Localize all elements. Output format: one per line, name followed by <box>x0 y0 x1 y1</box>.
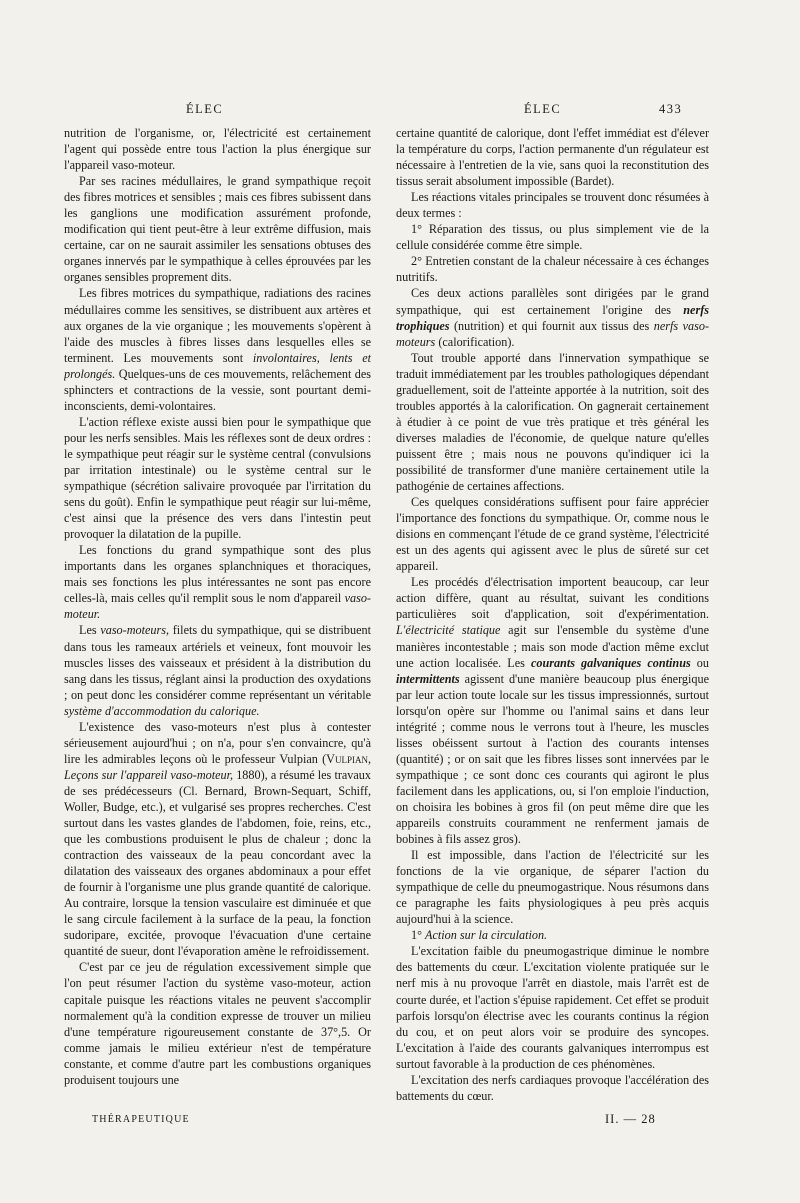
paragraph: C'est par ce jeu de régulation excessivement simple que l'on peut résumer l'action du système vaso-moteur, action capitale puisque les réactions vitales ne peuvent s'accomplir normalement qu'à la condition expresse de trouver un milieu d'une température rigoureusement constante de 37°,5. Or comme jamais le milieu extérieur n'est de température constante, et comme d'autre part les combustions organiques produisent toujours une <box>64 960 371 1087</box>
emphasis: nerfs trophiques <box>396 302 709 333</box>
paragraph: Ces quelques considérations suffisent pour faire apprécier l'importance des fonctions du sympathique. Or, comme nous le disions en commençant l'étude de ce grand système, l'électricité est un des agents qui agissent avec le plus de sûreté sur cet appareil. <box>396 495 709 574</box>
paragraph: L'existence des vaso-moteurs n'est plus à contester sérieusement aujourd'hui ; on n'a, pour s'en convaincre, qu'à lire les admirables leçons où le professeur Vulpian (Vulpian, Leçons sur l'appareil vaso-moteur, 1880), a résumé les travaux de ses prédécesseurs (Cl. Bernard, Brown-Sequart, Schiff, Woller, Budge, etc.), et vulgarisé ses propres recherches. C'est surtout dans les vastes glandes de l'abdomen, foie, reins, etc., que les combustions produisent le plus de chaleur ; donc la contraction des vaisseaux de la peau concordant avec la dilatation des vaisseaux des organes abdominaux a pour effet de fournir à l'organisme une plus grande quantité de calorique. Au contraire, lorsque la tension vasculaire est diminuée et que le sang circule facilement à la surface de la peau, la fonction sudoripare, excitée, provoque l'évacuation d'une certaine quantité de sueur, dont l'évaporation amène le refroidissement. <box>64 719 371 959</box>
running-head <box>0 100 800 120</box>
paragraph: Les fibres motrices du sympathique, radiations des racines médullaires comme les sensitives, se distribuent aux artères et aux organes de la vie organique ; les mouvements s'opèrent à l'aide des muscles à fibres lisses dans lesquelles elles se terminent. Les mouvements sont involontaires, lents et prolongés. Quelques-uns de ces mouvements, relâchement des sphincters et contractions de la vessie, sont pourtant demi-inconscients, demi-volontaires. <box>64 286 371 413</box>
left-column <box>64 125 371 1110</box>
emphasis: L'électricité statique <box>396 623 501 638</box>
paragraph: Les vaso-moteurs, filets du sympathique, qui se distribuent dans tous les rameaux artériels et veineux, font mouvoir les muscles lisses des vaisseaux et président à la distribution du sang dans les tissus, réglant ainsi la production des oxydations ; on peut donc les considérer comme représentant un véritable système d'accommodation du calorique. <box>64 623 371 718</box>
paragraph: Les réactions vitales principales se trouvent donc résumées à deux termes : <box>396 190 709 221</box>
paragraph: Par ses racines médullaires, le grand sympathique reçoit des fibres motrices et sensibles ; mais ces fibres subissent dans les ganglions une modification assurément profonde, modification qui tient peut-être à leur extrême diffusion, mais certaine, car on ne saurait assimiler les sensations obtuses des organes innervés par le sympathique à celles éprouvées par les organes sensibles proprement dits. <box>64 174 371 285</box>
emphasis: courants galvaniques continus <box>530 655 691 670</box>
paragraph: Il est impossible, dans l'action de l'électricité sur les fonctions de la vie organique, de séparer l'action du sympathique de celle du pneumogastrique. Nous résumons dans ce paragraphe les faits physiologiques à peu près acquis aujourd'hui à la science. <box>396 848 709 927</box>
running-head-left: ÉLEC <box>186 102 224 116</box>
author-name: Vulpian <box>326 751 368 766</box>
emphasis: Leçons sur l'appareil vaso-moteur, <box>64 767 234 782</box>
paragraph: Tout trouble apporté dans l'innervation sympathique se traduit immédiatement par les troubles pathologiques dépendant graduellement, soit de l'atteinte apportée à la nutrition, soit des troubles apportés à la calorification. On gagnerait certainement à étudier à ce point de vue très pratique et très général les diverses maladies de l'économie, de quelque nature qu'elles puissent être ; mais nous ne pouvons qu'indiquer ici la possibilité de transformer d'une manière certainement utile la pathogénie de certaines affections. <box>396 350 709 494</box>
paragraph: Les fonctions du grand sympathique sont des plus importants dans les organes splanchniques et thoraciques, mais ses fonctions les plus intéressantes ne sont pas encore celles-là, mais celles qu'il remplit sous le nom d'appareil vaso-moteur. <box>64 543 371 622</box>
emphasis: Action sur la circulation. <box>425 928 548 943</box>
emphasis: intermittents <box>396 671 460 686</box>
emphasis: système d'accommodation du calorique. <box>64 703 260 718</box>
footer-signature: THÉRAPEUTIQUE <box>92 1114 190 1125</box>
page-number: 433 <box>659 102 683 116</box>
volume-sheet-number: II. — 28 <box>605 1112 656 1126</box>
paragraph: 2° Entretien constant de la chaleur nécessaire à ces échanges nutritifs. <box>396 254 709 285</box>
paragraph: L'excitation des nerfs cardiaques provoque l'accélération des battements du cœur. <box>396 1072 709 1103</box>
paragraph: L'excitation faible du pneumogastrique diminue le nombre des battements du cœur. L'excitation violente pratiquée sur le nerf mis à nu provoque l'arrêt en diastole, mais l'arrêt est de courte durée, et l'action s'épuise rapidement. Cet effet se produit parfois lorsqu'on électrise avec les courants continus la région du cou, et on peut alors voir se produire des syncopes. L'excitation à l'aide des courants galvaniques interrompus est surtout favorable à la production de ces phénomènes. <box>396 944 709 1071</box>
running-head-center: ÉLEC <box>524 102 562 116</box>
emphasis: vaso-moteur. <box>64 591 371 622</box>
paragraph: 1° Réparation des tissus, ou plus simplement vie de la cellule considérée comme être simple. <box>396 222 709 253</box>
paragraph: L'action réflexe existe aussi bien pour le sympathique que pour les nerfs sensibles. Mais les réflexes sont de deux ordres : le sympathique peut réagir sur le système central (convulsions par irritation intestinale) ou le système central sur le sympathique (sécrétion salivaire provoquée par l'irritation du sens du goût). Enfin le sympathique peut réagir sur lui-même, c'est ainsi que la présence des vers dans l'intestin peut provoquer la dilatation de la pupille. <box>64 414 371 542</box>
paragraph: Ces deux actions parallèles sont dirigées par le grand sympathique, qui est certainement l'origine des nerfs trophiques (nutrition) et qui fournit aux tissus des nerfs vaso-moteurs (calorification). <box>396 286 709 349</box>
emphasis: involontaires, lents et prolongés. <box>64 350 371 381</box>
paragraph: Les procédés d'électrisation importent beaucoup, car leur action diffère, quant au résultat, suivant les conditions particulières soit d'application, soit d'expérimentation. L'électricité statique agit sur l'ensemble du système d'une manières incontestable ; mais son mode d'action même exclut une action localisée. Les courants galvaniques continus ou intermittents agissent d'une manière beaucoup plus énergique par leur action toute locale sur les tissus impressionnés, surtout lorsqu'on opère sur l'homme ou l'animal sains et dans leur intégrité ; comme nous le verrons tout à l'heure, les muscles lisses obéissent surtout à l'action des courants intenses (quantité) ; or on sait que les fibres lisses sont innervées par le sympathique ; ce sont donc ces courants qui agiront le plus facilement dans les applications, ou, si l'on emploie l'induction, on choisira les bobines à gros fil (on peut même dire que les appareils construits couramment ne renferment jamais de bobines à fils assez gros). <box>396 575 709 847</box>
paragraph: nutrition de l'organisme, or, l'électricité est certainement l'agent qui possède entre tous l'action la plus énergique sur l'appareil vaso-moteur. <box>64 126 371 173</box>
footer <box>0 1112 800 1132</box>
section-heading: 1° Action sur la circulation. <box>411 928 548 943</box>
paragraph: certaine quantité de calorique, dont l'effet immédiat est d'élever la température du corps, l'action permanente d'un régulateur est nécessaire à l'entretien de la vie, sans quoi la reconstitution des tissus serait absolument impossible (Bardet). <box>396 126 709 189</box>
emphasis: nerfs vaso-moteurs <box>396 318 709 349</box>
emphasis: vaso-moteurs, <box>100 623 170 638</box>
right-column <box>396 125 709 1110</box>
